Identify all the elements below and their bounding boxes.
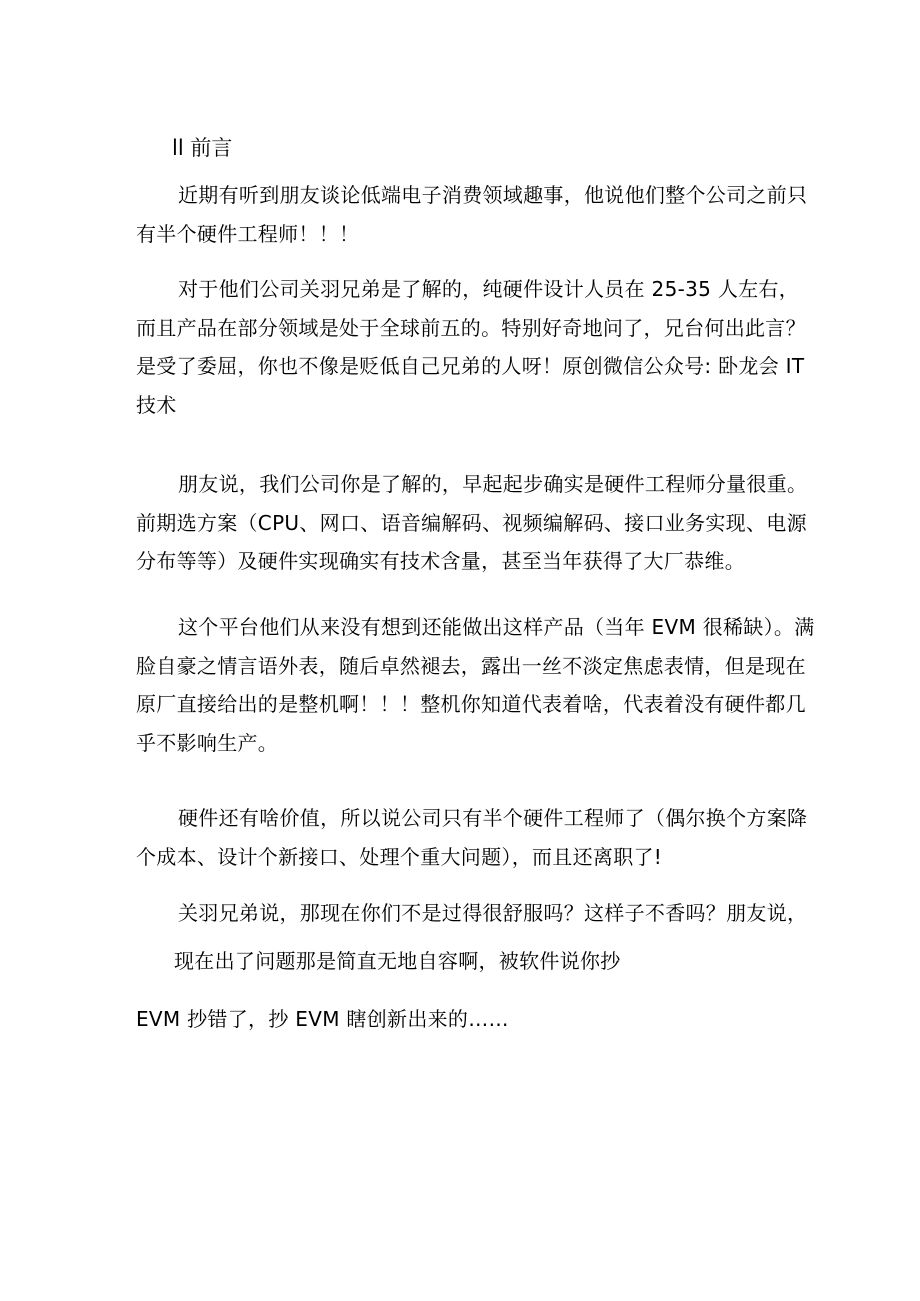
text-line-continuation: 现在出了问题那是简直无地自容啊，被软件说你抄 bbox=[174, 949, 621, 973]
text-line-dialogue: 关羽兄弟说，那现在你们不是过得很舒服吗？这样子不香吗？朋友说， bbox=[178, 901, 808, 925]
section-heading: ll 前言 bbox=[172, 136, 233, 160]
text-line-ending: EVM 抄错了，抄 EVM 瞎创新出来的…… bbox=[136, 1007, 509, 1031]
paragraph-3: 朋友说，我们公司你是了解的，早起起步确实是硬件工程师分量很重。前期选方案（CPU、网口、语音编解码、视频编解码、接口业务实现、电源分布等等）及硬件实现确实有技术含量，甚至当年获得了大厂恭维。 bbox=[136, 472, 808, 574]
paragraph-5: 硬件还有啥价值，所以说公司只有半个硬件工程师了（偶尔换个方案降个成本、设计个新接口、处理个重大问题），而且还离职了! bbox=[136, 806, 808, 869]
paragraph-1: 近期有听到朋友谈论低端电子消费领域趣事，他说他们整个公司之前只有半个硬件工程师！！！ bbox=[136, 183, 808, 246]
paragraph-2: 对于他们公司关羽兄弟是了解的，纯硬件设计人员在 25-35 人左右，而且产品在部分领域是处于全球前五的。特别好奇地问了，兄台何出此言？是受了委屈，你也不像是贬低自己兄弟的人呀！原创微信公众号: 卧龙会 IT 技术 bbox=[136, 277, 806, 418]
paragraph-4: 这个平台他们从来没有想到还能做出这样产品（当年 EVM 很稀缺）。满脸自豪之情言语外表，随后卓然褪去，露出一丝不淡定焦虑表情，但是现在原厂直接给出的是整机啊！！！整机你知道代表着啥，代表着没有硬件都几乎不影响生产。 bbox=[136, 615, 815, 756]
